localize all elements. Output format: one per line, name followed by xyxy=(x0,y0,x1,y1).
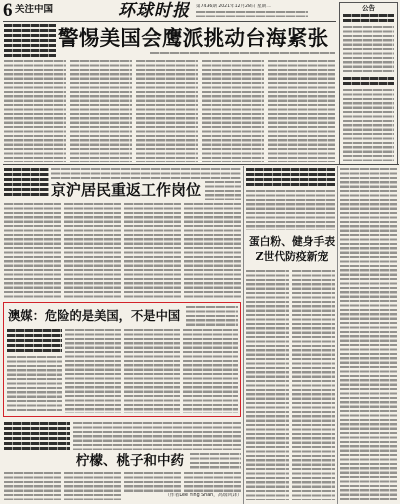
body-text-column xyxy=(64,472,121,500)
body-text-column xyxy=(73,422,241,450)
section-title: 关注中国 xyxy=(15,4,54,15)
notice-subtitle-text xyxy=(343,14,394,24)
notice-text xyxy=(343,26,394,74)
body-text-column xyxy=(268,60,335,162)
article-lead-text xyxy=(4,168,49,198)
headline-genz-line1: 蛋白粉、健身手表 xyxy=(248,235,336,248)
article-byline-text xyxy=(150,52,335,56)
headline-commute: 京沪居民重返工作岗位 xyxy=(51,181,202,199)
body-text-column xyxy=(4,60,66,162)
article-lead-text xyxy=(4,422,70,452)
header-divider xyxy=(3,21,336,22)
body-text-column xyxy=(7,356,62,413)
body-text-column xyxy=(124,329,180,413)
notice-text xyxy=(343,89,394,161)
body-text-column xyxy=(4,472,61,500)
headline-genz xyxy=(248,234,336,264)
headline-taiwan-strait: 警惕美国会鹰派挑动台海紧张 xyxy=(58,26,329,50)
issue-date-line: 第7436期 2021年12月28日 星期二 xyxy=(196,4,271,9)
body-text-column xyxy=(4,203,61,298)
body-text-column xyxy=(70,60,132,162)
body-text-column xyxy=(292,270,335,500)
body-text-column xyxy=(184,203,241,298)
masthead-info-text xyxy=(196,11,308,17)
body-text-column xyxy=(51,168,241,179)
body-text-column xyxy=(136,60,198,162)
notice-subtitle-text xyxy=(343,77,394,87)
body-text-column xyxy=(184,472,241,492)
body-text-column xyxy=(124,203,181,298)
article-lead-text xyxy=(246,168,335,188)
column-divider xyxy=(243,166,244,504)
body-text-column xyxy=(340,168,397,500)
body-text-column xyxy=(65,329,121,413)
body-text-column xyxy=(205,181,241,200)
body-text-column xyxy=(64,203,121,298)
article-lead-text xyxy=(4,24,56,58)
body-text-column xyxy=(186,306,238,328)
body-text-column xyxy=(246,190,335,230)
body-text-column xyxy=(202,60,264,162)
body-text-column xyxy=(183,329,238,413)
article-byline: （作者Lee Ying Shan，高瑞风译） xyxy=(165,493,242,498)
headline-australia: 澳媒：危险的是美国，不是中国 xyxy=(8,308,181,323)
headline-genz-line2: Z世代防疫新宠 xyxy=(255,250,329,263)
masthead-logo: 环球时报 xyxy=(118,1,190,21)
notice-title: 公告 xyxy=(362,4,375,12)
body-text-column xyxy=(124,472,181,492)
body-text-column xyxy=(190,453,241,470)
headline-medicine: 柠檬、桃子和中药 xyxy=(76,453,184,469)
body-text-column xyxy=(246,270,289,500)
section-divider xyxy=(3,164,399,165)
page-number: 6 xyxy=(3,0,13,21)
article-lead-text xyxy=(7,329,62,353)
notice-box xyxy=(339,2,398,165)
column-divider xyxy=(337,166,338,504)
